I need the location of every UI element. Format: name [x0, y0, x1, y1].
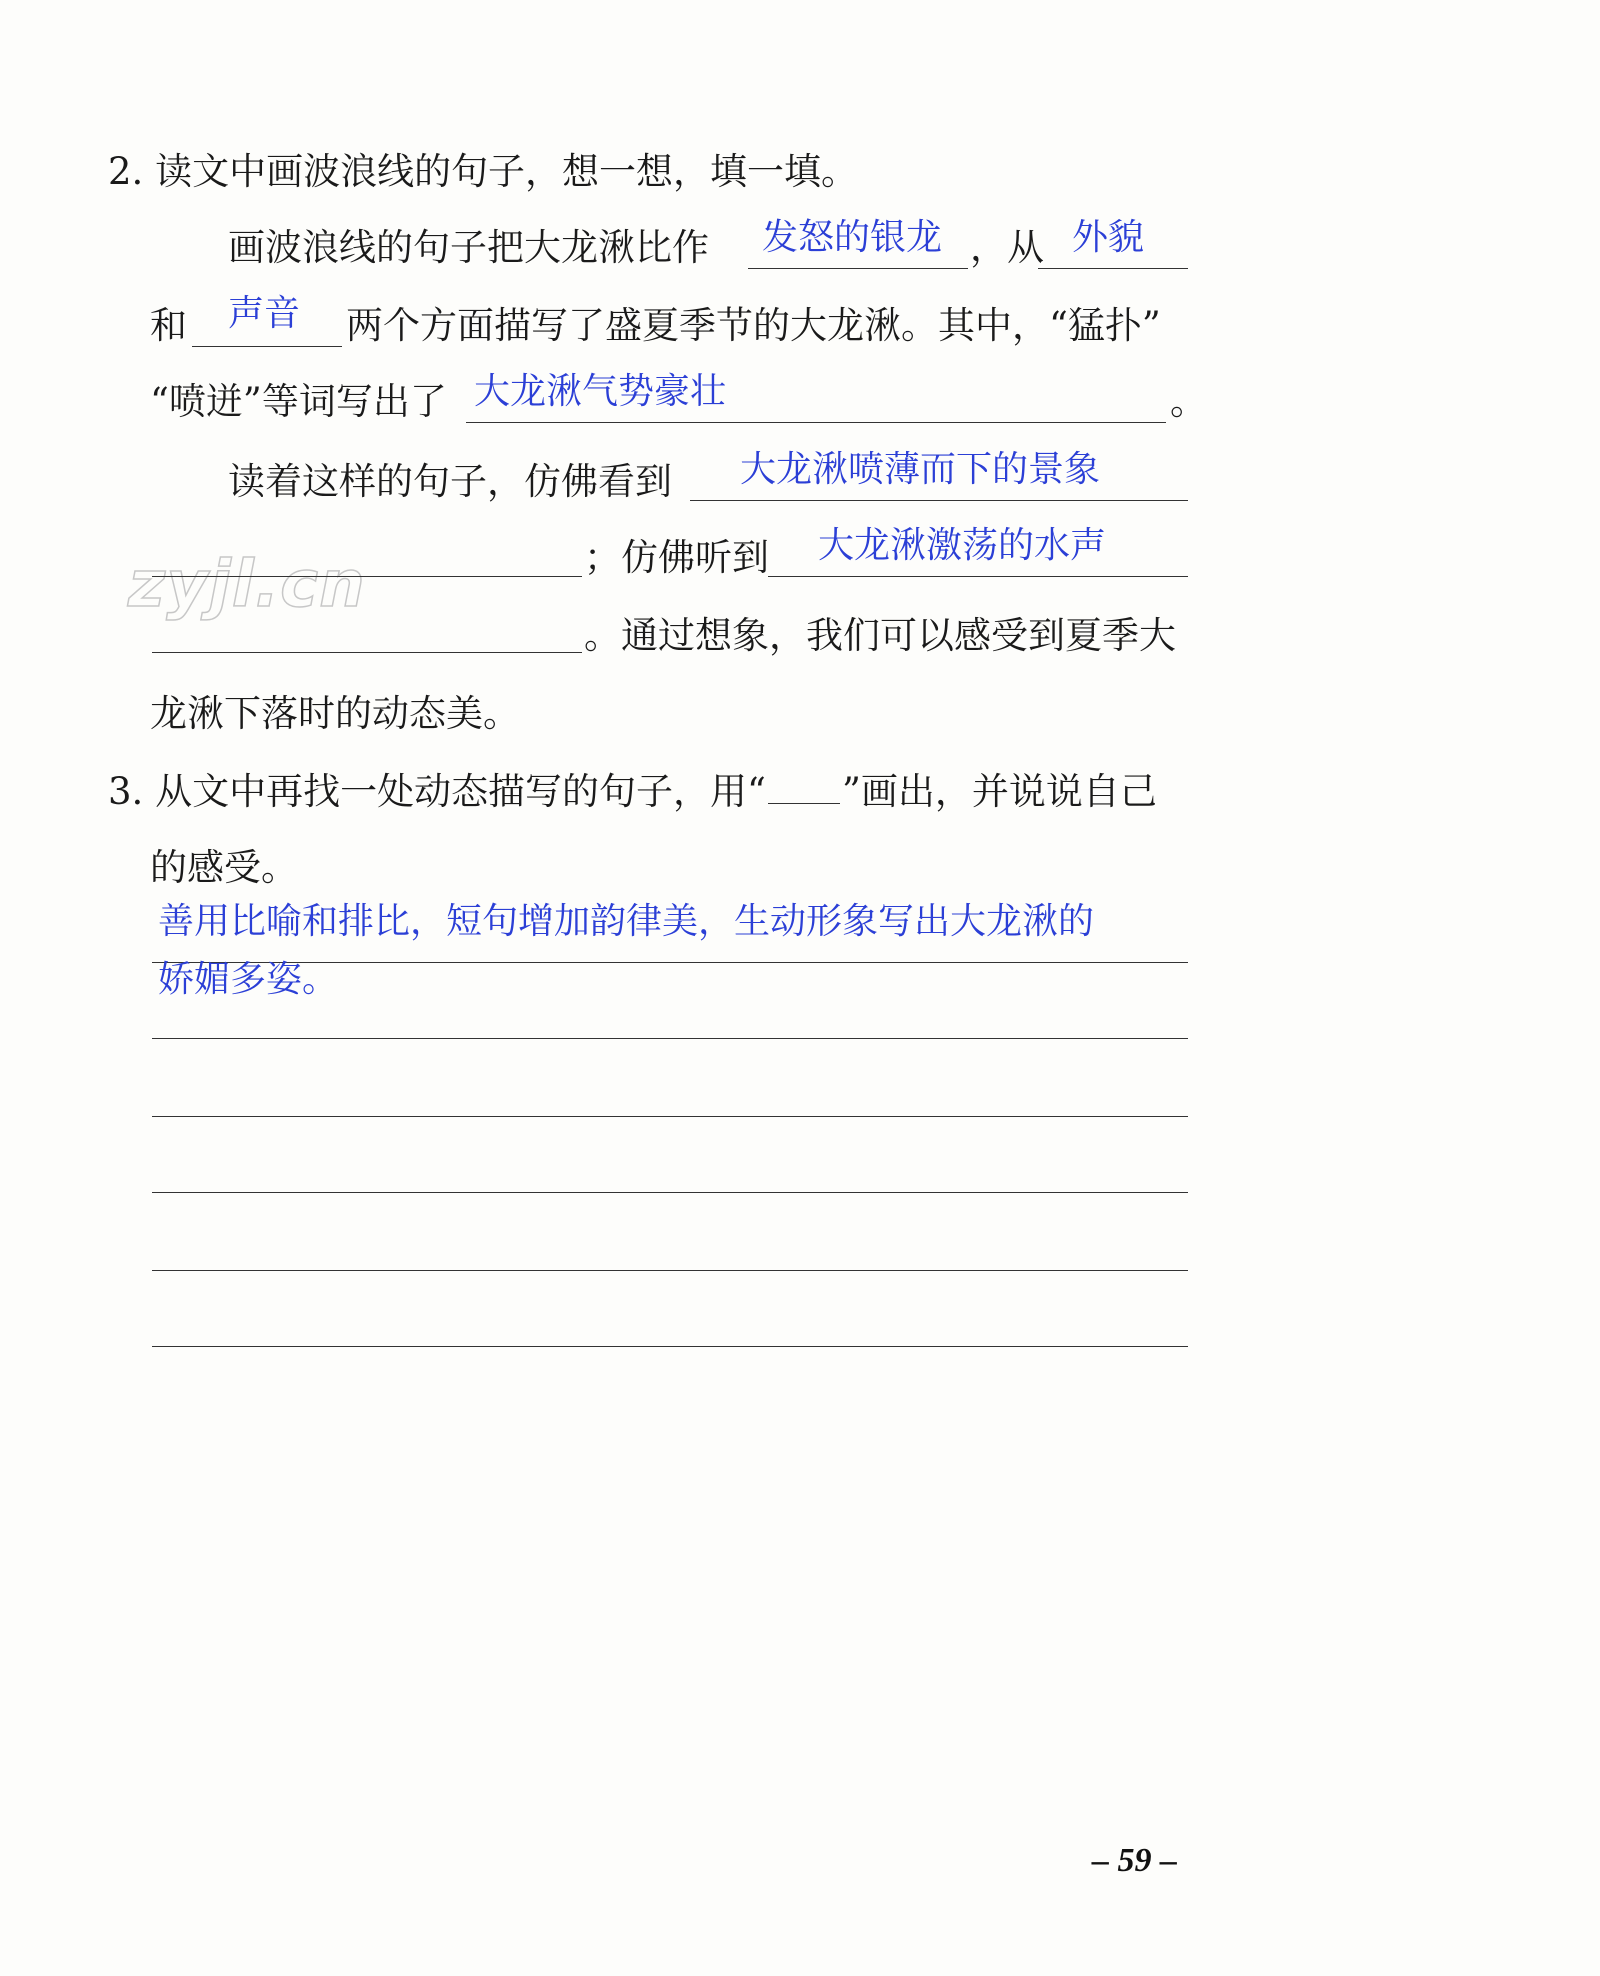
- blank-aspect1[interactable]: [1038, 268, 1188, 269]
- answer-line-3[interactable]: [152, 1116, 1188, 1117]
- blank-effect[interactable]: [466, 422, 1166, 423]
- q3-prompt-a: 3. 从文中再找一处动态描写的句子，用“: [108, 770, 766, 813]
- q2-line4-text: 读着这样的句子，仿佛看到: [228, 460, 672, 503]
- blank-hear-cont[interactable]: [152, 652, 582, 653]
- blank-hear[interactable]: [768, 576, 1188, 577]
- answer-aspect2: 声音: [228, 293, 301, 334]
- answer-see: 大龙湫喷薄而下的景象: [740, 449, 1101, 490]
- answer-line-6[interactable]: [152, 1346, 1188, 1347]
- q3-prompt: [108, 768, 1157, 816]
- blank-aspect2[interactable]: [192, 346, 342, 347]
- answer-metaphor: 发怒的银龙: [762, 217, 943, 258]
- q3-prompt-cont: 的感受。: [150, 846, 298, 889]
- underline-sample: [768, 771, 840, 804]
- answer-line-5[interactable]: [152, 1270, 1188, 1271]
- blank-metaphor[interactable]: [748, 268, 968, 269]
- answer-hear: 大龙湫激荡的水声: [818, 525, 1107, 566]
- q2-line1-text: 画波浪线的句子把大龙湫比作: [228, 226, 709, 269]
- blank-see-cont[interactable]: [152, 576, 582, 577]
- watermark: zyjl.cn: [128, 548, 366, 622]
- q3-answer-line1: 善用比喻和排比，短句增加韵律美，生动形象写出大龙湫的: [158, 901, 1095, 942]
- q2-line7-text: 龙湫下落时的动态美。: [150, 692, 520, 735]
- q2-line3-end: 。: [1170, 380, 1207, 423]
- q2-line6-text: 。通过想象，我们可以感受到夏季大: [584, 614, 1176, 657]
- q2-line2-text-b: 两个方面描写了盛夏季节的大龙湫。其中，“猛扑”: [346, 304, 1161, 347]
- q3-answer-line2: 娇媚多姿。: [158, 959, 339, 1000]
- answer-line-4[interactable]: [152, 1192, 1188, 1193]
- q2-line3-text: “喷迸”等词写出了: [150, 380, 447, 423]
- page-number: – 59 –: [1092, 1842, 1177, 1879]
- answer-effect: 大龙湫气势豪壮: [474, 371, 727, 412]
- q2-title: 2. 读文中画波浪线的句子，想一想，填一填。: [108, 150, 859, 193]
- q2-line5-text: ；仿佛听到: [584, 536, 769, 579]
- answer-aspect1: 外貌: [1072, 217, 1145, 258]
- q3-prompt-b: ”画出，并说说自己: [841, 770, 1157, 813]
- q2-line2-text: 和: [150, 304, 187, 347]
- blank-see[interactable]: [690, 500, 1188, 501]
- answer-line-2[interactable]: [152, 1038, 1188, 1039]
- q2-line1-text-b: ，从: [970, 226, 1044, 269]
